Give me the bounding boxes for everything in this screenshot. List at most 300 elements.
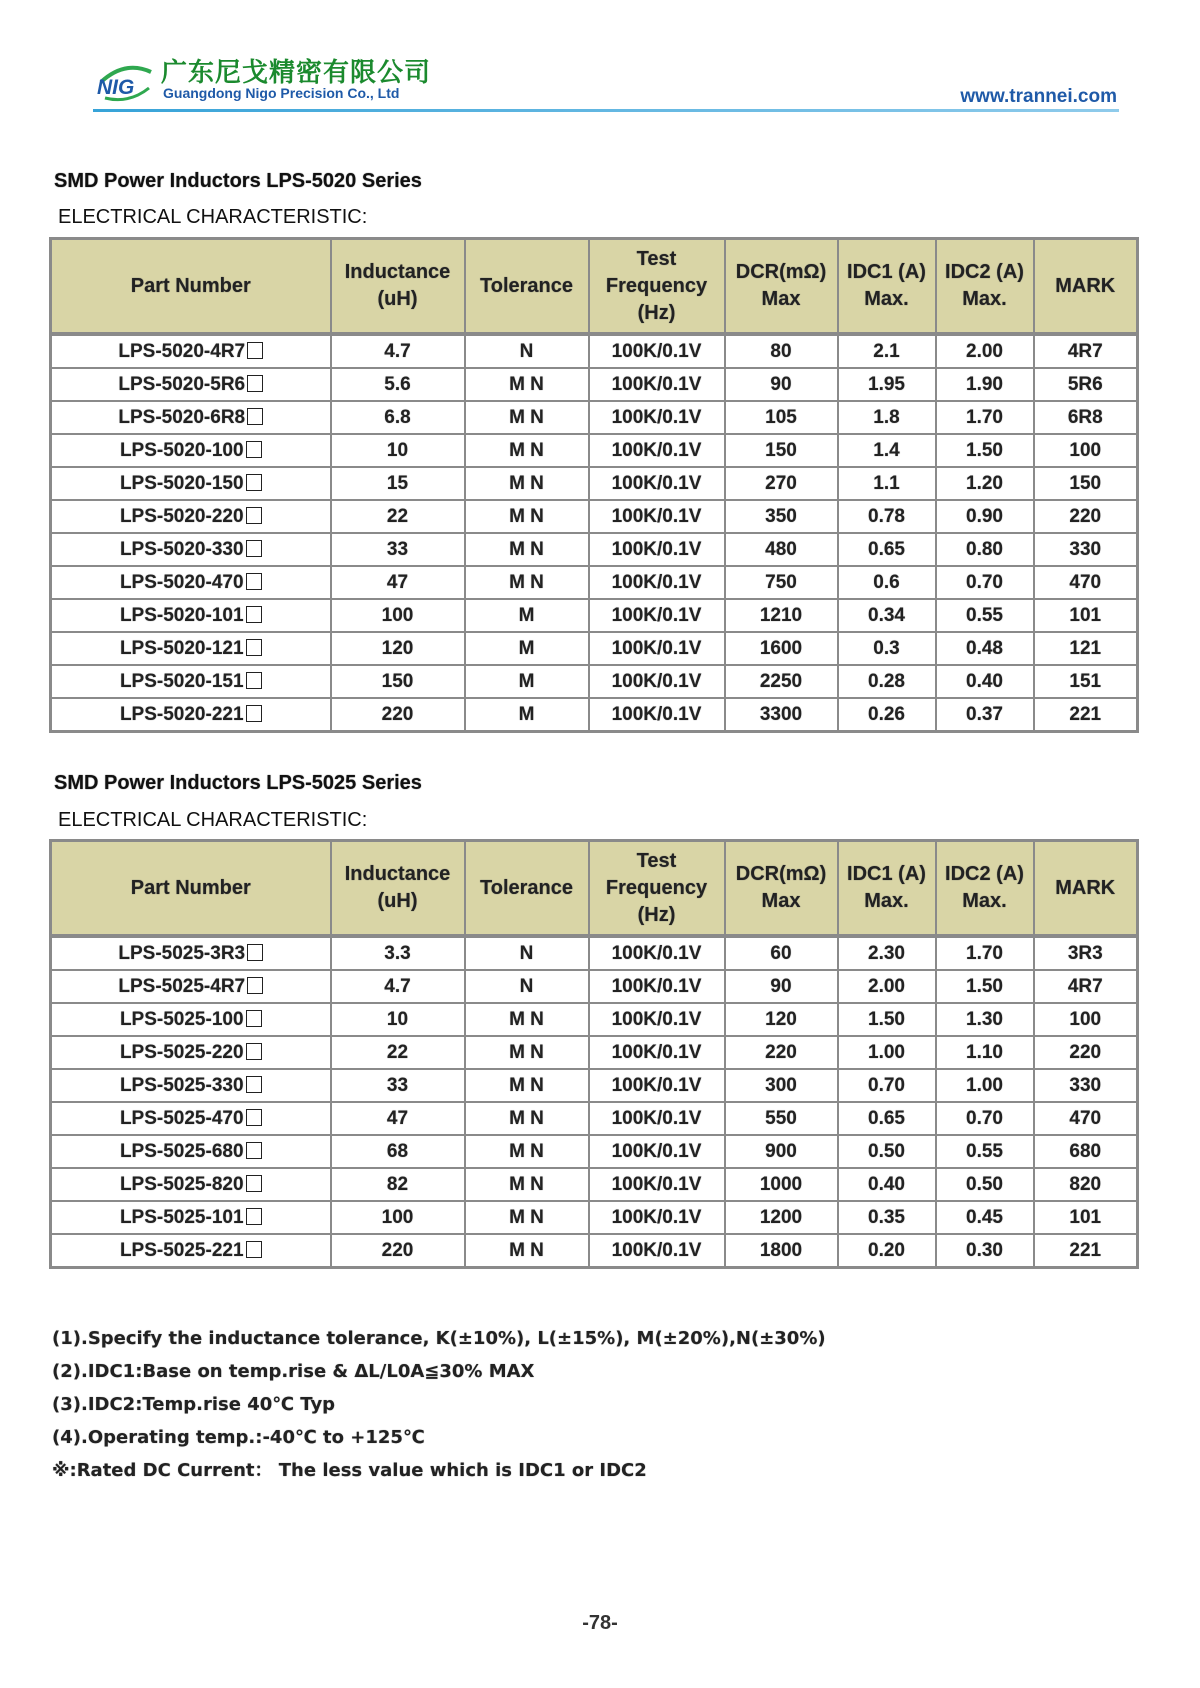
table-cell bbox=[936, 970, 1034, 1003]
table-cell bbox=[465, 665, 589, 698]
tolerance-code-box-icon bbox=[246, 441, 262, 458]
table-cell bbox=[465, 1168, 589, 1201]
column-header-text: IDC2 (A) bbox=[945, 863, 1024, 885]
cell-text: 100K/0.1V bbox=[611, 1206, 702, 1228]
table-cell bbox=[936, 1003, 1034, 1036]
tolerance-code-box-icon bbox=[246, 1175, 262, 1192]
table-cell bbox=[936, 1102, 1034, 1135]
table-row bbox=[51, 1036, 1138, 1069]
table-cell bbox=[331, 599, 465, 632]
cell-text: LPS-5020-101 bbox=[119, 604, 244, 626]
table-cell bbox=[331, 434, 465, 467]
cell-text: 68 bbox=[386, 1140, 409, 1162]
column-header bbox=[1034, 239, 1138, 335]
cell-text: 2250 bbox=[759, 670, 803, 692]
table-cell bbox=[589, 467, 725, 500]
section-title-lps5025: SMD Power Inductors LPS-5025 Series bbox=[54, 772, 422, 794]
cell-text: 100K/0.1V bbox=[611, 373, 702, 395]
cell-text: LPS-5020-220 bbox=[119, 505, 244, 527]
cell-text: 0.80 bbox=[966, 538, 1003, 560]
table-cell bbox=[838, 1069, 936, 1102]
table-cell bbox=[589, 698, 725, 732]
cell-text: 1210 bbox=[759, 604, 803, 626]
cell-text: M N bbox=[509, 1008, 544, 1030]
table-row bbox=[51, 632, 1138, 665]
tolerance-code-box-icon bbox=[246, 474, 262, 491]
table-cell bbox=[936, 566, 1034, 599]
logo-text: NIG bbox=[97, 76, 135, 99]
table-cell bbox=[331, 936, 465, 970]
table-cell bbox=[589, 1201, 725, 1234]
table-cell bbox=[838, 936, 936, 970]
cell-text: 1200 bbox=[759, 1206, 803, 1228]
cell-text: 480 bbox=[765, 538, 797, 560]
table-cell bbox=[936, 533, 1034, 566]
cell-text: LPS-5020-151 bbox=[119, 670, 244, 692]
table-cell bbox=[725, 334, 838, 368]
table-cell bbox=[936, 599, 1034, 632]
tolerance-code-box-icon bbox=[246, 573, 262, 590]
table-cell bbox=[1034, 1036, 1138, 1069]
table-cell bbox=[465, 1036, 589, 1069]
table-cell bbox=[1034, 1168, 1138, 1201]
table-cell bbox=[589, 632, 725, 665]
table-cell bbox=[725, 1234, 838, 1268]
table-cell bbox=[838, 1036, 936, 1069]
cell-text: LPS-5025-330 bbox=[119, 1074, 244, 1096]
table-cell bbox=[936, 1168, 1034, 1201]
cell-text: LPS-5025-4R7 bbox=[118, 975, 246, 997]
cell-text: 0.50 bbox=[868, 1140, 905, 1162]
part-number-cell bbox=[51, 970, 331, 1003]
cell-text: 150 bbox=[381, 670, 414, 692]
tolerance-code-box-icon bbox=[246, 1109, 262, 1126]
cell-text: 220 bbox=[381, 703, 414, 725]
cell-text: 80 bbox=[770, 340, 792, 362]
table-cell bbox=[725, 599, 838, 632]
column-header bbox=[465, 841, 589, 937]
table-cell bbox=[1034, 1069, 1138, 1102]
table-cell bbox=[589, 1069, 725, 1102]
cell-text: 0.30 bbox=[966, 1239, 1003, 1261]
table-cell bbox=[589, 533, 725, 566]
table-row bbox=[51, 970, 1138, 1003]
table-cell bbox=[1034, 665, 1138, 698]
table-cell bbox=[331, 1234, 465, 1268]
table-cell bbox=[936, 1201, 1034, 1234]
table-row bbox=[51, 533, 1138, 566]
table-cell bbox=[331, 566, 465, 599]
cell-text: N bbox=[519, 340, 534, 362]
table-cell bbox=[725, 1036, 838, 1069]
part-number-cell bbox=[51, 1102, 331, 1135]
part-number-cell bbox=[51, 1069, 331, 1102]
cell-text: LPS-5020-4R7 bbox=[118, 340, 246, 362]
company-name-chinese: 广东尼戈精密有限公司 bbox=[161, 58, 432, 88]
part-number-cell bbox=[51, 1036, 331, 1069]
cell-text: M N bbox=[509, 1140, 544, 1162]
table-cell bbox=[936, 401, 1034, 434]
table-cell bbox=[1034, 698, 1138, 732]
table-row bbox=[51, 665, 1138, 698]
table-cell bbox=[465, 1102, 589, 1135]
cell-text: LPS-5020-100 bbox=[119, 439, 244, 461]
cell-text: 0.45 bbox=[966, 1206, 1003, 1228]
table-cell bbox=[465, 533, 589, 566]
table-cell bbox=[838, 1135, 936, 1168]
column-header bbox=[331, 239, 465, 335]
cell-text: 4R7 bbox=[1067, 340, 1103, 362]
cell-text: M N bbox=[509, 1206, 544, 1228]
cell-text: 1600 bbox=[759, 637, 803, 659]
column-header-text: (uH) bbox=[377, 890, 418, 912]
cell-text: 221 bbox=[1069, 703, 1102, 725]
nigo-logo bbox=[95, 58, 157, 106]
part-number-cell bbox=[51, 1135, 331, 1168]
table-cell bbox=[725, 936, 838, 970]
table-cell bbox=[725, 566, 838, 599]
table-cell bbox=[1034, 1201, 1138, 1234]
column-header-text: Max. bbox=[864, 288, 909, 310]
cell-text: LPS-5025-221 bbox=[119, 1239, 244, 1261]
cell-text: 1.90 bbox=[966, 373, 1003, 395]
part-number-cell bbox=[51, 533, 331, 566]
table-cell bbox=[589, 665, 725, 698]
table-row bbox=[51, 500, 1138, 533]
table-cell bbox=[331, 533, 465, 566]
table-cell bbox=[465, 566, 589, 599]
table-row bbox=[51, 467, 1138, 500]
column-header-text: DCR(mΩ) bbox=[735, 863, 827, 885]
cell-text: 101 bbox=[1069, 1206, 1102, 1228]
table-cell bbox=[936, 467, 1034, 500]
cell-text: LPS-5025-220 bbox=[119, 1041, 244, 1063]
cell-text: M N bbox=[509, 1041, 544, 1063]
part-number-cell bbox=[51, 401, 331, 434]
table-row bbox=[51, 599, 1138, 632]
cell-text: 90 bbox=[770, 975, 792, 997]
table-cell bbox=[838, 1003, 936, 1036]
cell-text: M N bbox=[509, 406, 544, 428]
table-cell bbox=[465, 970, 589, 1003]
table-cell bbox=[725, 434, 838, 467]
table-row bbox=[51, 1234, 1138, 1268]
table-cell bbox=[838, 970, 936, 1003]
cell-text: 6R8 bbox=[1067, 406, 1103, 428]
column-header-text: Tolerance bbox=[480, 274, 573, 297]
spec-table-lps5025 bbox=[49, 839, 1139, 1269]
cell-text: 0.65 bbox=[868, 1107, 905, 1129]
column-header bbox=[936, 239, 1034, 335]
cell-text: 1.70 bbox=[966, 942, 1003, 964]
table-cell bbox=[465, 599, 589, 632]
table-cell bbox=[936, 1135, 1034, 1168]
cell-text: 0.40 bbox=[868, 1173, 905, 1195]
table-cell bbox=[838, 1234, 936, 1268]
table-row bbox=[51, 334, 1138, 368]
table-row bbox=[51, 434, 1138, 467]
table-row bbox=[51, 566, 1138, 599]
table-cell bbox=[465, 1234, 589, 1268]
cell-text: N bbox=[519, 942, 534, 964]
cell-text: LPS-5020-150 bbox=[119, 472, 244, 494]
table-cell bbox=[725, 368, 838, 401]
table-cell bbox=[331, 970, 465, 1003]
column-header-text: Max. bbox=[962, 288, 1007, 310]
table-cell bbox=[331, 665, 465, 698]
column-header bbox=[465, 239, 589, 335]
table-cell bbox=[331, 334, 465, 368]
cell-text: 3.3 bbox=[384, 942, 411, 964]
column-header bbox=[331, 841, 465, 937]
cell-text: M N bbox=[509, 505, 544, 527]
table-cell bbox=[465, 368, 589, 401]
cell-text: 0.6 bbox=[873, 571, 900, 593]
cell-text: 270 bbox=[765, 472, 797, 494]
cell-text: 1.4 bbox=[873, 439, 900, 461]
table-cell bbox=[1034, 632, 1138, 665]
table-cell bbox=[936, 1234, 1034, 1268]
tolerance-code-box-icon bbox=[246, 1208, 262, 1225]
table-cell bbox=[589, 500, 725, 533]
cell-text: LPS-5020-121 bbox=[119, 637, 244, 659]
table-cell bbox=[589, 1168, 725, 1201]
column-header-text: MARK bbox=[1055, 876, 1116, 899]
part-number-cell bbox=[51, 368, 331, 401]
table-cell bbox=[331, 368, 465, 401]
cell-text: 0.40 bbox=[966, 670, 1003, 692]
table-cell bbox=[331, 500, 465, 533]
table-cell bbox=[589, 368, 725, 401]
table-cell bbox=[1034, 533, 1138, 566]
cell-text: 0.37 bbox=[966, 703, 1003, 725]
cell-text: 150 bbox=[1069, 472, 1102, 494]
table-cell bbox=[331, 1003, 465, 1036]
cell-text: 820 bbox=[1069, 1173, 1102, 1195]
website-link[interactable]: www.trannei.com bbox=[960, 86, 1117, 107]
cell-text: 151 bbox=[1069, 670, 1102, 692]
tolerance-code-box-icon bbox=[246, 1010, 262, 1027]
cell-text: 550 bbox=[765, 1107, 797, 1129]
table-cell bbox=[725, 1135, 838, 1168]
cell-text: M N bbox=[509, 538, 544, 560]
table-cell bbox=[465, 401, 589, 434]
table-header-row bbox=[51, 239, 1138, 335]
table-cell bbox=[589, 434, 725, 467]
cell-text: 120 bbox=[765, 1008, 797, 1030]
table-cell bbox=[725, 533, 838, 566]
cell-text: 100K/0.1V bbox=[611, 975, 702, 997]
cell-text: LPS-5025-3R3 bbox=[118, 942, 246, 964]
cell-text: 15 bbox=[386, 472, 409, 494]
column-header-text: Frequency bbox=[605, 876, 708, 899]
cell-text: M N bbox=[509, 1173, 544, 1195]
cell-text: 1000 bbox=[759, 1173, 803, 1195]
cell-text: 100 bbox=[381, 1206, 414, 1228]
cell-text: 5R6 bbox=[1067, 373, 1103, 395]
cell-text: 330 bbox=[1069, 1074, 1102, 1096]
cell-text: 0.55 bbox=[966, 1140, 1003, 1162]
column-header-text: Max. bbox=[962, 890, 1007, 912]
table-row bbox=[51, 1003, 1138, 1036]
cell-text: 0.3 bbox=[873, 637, 900, 659]
company-name-english: Guangdong Nigo Precision Co., Ltd bbox=[163, 85, 400, 101]
column-header bbox=[838, 239, 936, 335]
table-cell bbox=[465, 632, 589, 665]
table-cell bbox=[838, 566, 936, 599]
table-cell bbox=[838, 368, 936, 401]
table-cell bbox=[936, 698, 1034, 732]
cell-text: 220 bbox=[765, 1041, 797, 1063]
tolerance-code-box-icon bbox=[246, 672, 262, 689]
note-idc1: (2).IDC1:Base on temp.rise & ΔL/L0A≦30% MAX bbox=[52, 1361, 535, 1382]
column-header-text: (uH) bbox=[377, 288, 418, 310]
cell-text: 3R3 bbox=[1067, 942, 1103, 964]
cell-text: 0.26 bbox=[868, 703, 905, 725]
table-cell bbox=[589, 401, 725, 434]
cell-text: 2.1 bbox=[873, 340, 900, 362]
table-cell bbox=[725, 1201, 838, 1234]
table-cell bbox=[465, 467, 589, 500]
column-header-text: IDC1 (A) bbox=[847, 261, 926, 283]
column-header-text: Test bbox=[636, 247, 677, 270]
column-header-text: Test bbox=[636, 849, 677, 872]
table-cell bbox=[589, 936, 725, 970]
column-header-text: Tolerance bbox=[480, 876, 573, 899]
table-cell bbox=[331, 401, 465, 434]
cell-text: N bbox=[519, 975, 534, 997]
cell-text: 220 bbox=[1069, 505, 1102, 527]
table-cell bbox=[331, 1168, 465, 1201]
cell-text: 105 bbox=[765, 406, 797, 428]
header-divider bbox=[93, 109, 1119, 112]
table-cell bbox=[331, 1036, 465, 1069]
table-row bbox=[51, 401, 1138, 434]
cell-text: 100 bbox=[1069, 439, 1102, 461]
cell-text: 22 bbox=[386, 505, 409, 527]
table-cell bbox=[1034, 434, 1138, 467]
table-row bbox=[51, 1102, 1138, 1135]
tolerance-code-box-icon bbox=[247, 944, 263, 961]
cell-text: 1.50 bbox=[868, 1008, 905, 1030]
table-cell bbox=[1034, 1102, 1138, 1135]
column-header-text: Max bbox=[761, 288, 801, 310]
cell-text: LPS-5025-470 bbox=[119, 1107, 244, 1129]
table-cell bbox=[1034, 401, 1138, 434]
table-cell bbox=[838, 434, 936, 467]
table-cell bbox=[838, 1201, 936, 1234]
part-number-cell bbox=[51, 434, 331, 467]
table-cell bbox=[838, 500, 936, 533]
cell-text: 82 bbox=[386, 1173, 409, 1195]
part-number-cell bbox=[51, 936, 331, 970]
table-cell bbox=[1034, 1003, 1138, 1036]
table-cell bbox=[838, 698, 936, 732]
part-number-cell bbox=[51, 1234, 331, 1268]
table-cell bbox=[589, 599, 725, 632]
table-cell bbox=[589, 1135, 725, 1168]
cell-text: 100K/0.1V bbox=[611, 340, 702, 362]
tolerance-code-box-icon bbox=[246, 1142, 262, 1159]
cell-text: 100K/0.1V bbox=[611, 1239, 702, 1261]
part-number-cell bbox=[51, 1168, 331, 1201]
table-cell bbox=[331, 467, 465, 500]
cell-text: 330 bbox=[1069, 538, 1102, 560]
cell-text: 100K/0.1V bbox=[611, 1173, 702, 1195]
cell-text: 10 bbox=[386, 439, 409, 461]
table-cell bbox=[465, 936, 589, 970]
table-cell bbox=[465, 1069, 589, 1102]
tolerance-code-box-icon bbox=[247, 342, 263, 359]
cell-text: LPS-5025-101 bbox=[119, 1206, 244, 1228]
table-cell bbox=[465, 1135, 589, 1168]
section-subtitle-lps5020: ELECTRICAL CHARACTERISTIC: bbox=[58, 206, 368, 228]
table-cell bbox=[725, 1102, 838, 1135]
table-cell bbox=[331, 698, 465, 732]
cell-text: 1.1 bbox=[873, 472, 900, 494]
cell-text: 6.8 bbox=[384, 406, 411, 428]
table-row bbox=[51, 1135, 1138, 1168]
note-rated-current: ※:Rated DC Current： The less value which is IDC1 or IDC2 bbox=[52, 1460, 647, 1481]
cell-text: LPS-5025-820 bbox=[119, 1173, 244, 1195]
table-cell bbox=[331, 1069, 465, 1102]
table-cell bbox=[936, 434, 1034, 467]
cell-text: 22 bbox=[386, 1041, 409, 1063]
table-cell bbox=[465, 698, 589, 732]
table-cell bbox=[725, 1003, 838, 1036]
cell-text: M N bbox=[509, 1074, 544, 1096]
cell-text: 0.28 bbox=[868, 670, 905, 692]
cell-text: 100K/0.1V bbox=[611, 571, 702, 593]
column-header bbox=[589, 239, 725, 335]
cell-text: M bbox=[518, 604, 535, 626]
cell-text: 100K/0.1V bbox=[611, 1107, 702, 1129]
cell-text: 1.00 bbox=[868, 1041, 905, 1063]
cell-text: M N bbox=[509, 439, 544, 461]
cell-text: 0.70 bbox=[966, 571, 1003, 593]
table-cell bbox=[936, 368, 1034, 401]
cell-text: 100K/0.1V bbox=[611, 439, 702, 461]
section-title-lps5020: SMD Power Inductors LPS-5020 Series bbox=[54, 170, 422, 192]
tolerance-code-box-icon bbox=[246, 540, 262, 557]
table-cell bbox=[838, 1102, 936, 1135]
cell-text: M N bbox=[509, 1239, 544, 1261]
tolerance-code-box-icon bbox=[246, 507, 262, 524]
cell-text: 2.00 bbox=[966, 340, 1003, 362]
column-header bbox=[589, 841, 725, 937]
cell-text: 60 bbox=[770, 942, 792, 964]
table-cell bbox=[331, 632, 465, 665]
cell-text: 220 bbox=[1069, 1041, 1102, 1063]
table-cell bbox=[589, 1003, 725, 1036]
cell-text: 900 bbox=[765, 1140, 797, 1162]
column-header-text: DCR(mΩ) bbox=[735, 261, 827, 283]
cell-text: 0.78 bbox=[868, 505, 905, 527]
cell-text: 100K/0.1V bbox=[611, 1008, 702, 1030]
column-header bbox=[725, 841, 838, 937]
cell-text: 4.7 bbox=[384, 340, 411, 362]
cell-text: 1.8 bbox=[873, 406, 900, 428]
cell-text: 221 bbox=[1069, 1239, 1102, 1261]
table-cell bbox=[1034, 368, 1138, 401]
cell-text: 0.70 bbox=[868, 1074, 905, 1096]
cell-text: 350 bbox=[765, 505, 797, 527]
cell-text: 100K/0.1V bbox=[611, 538, 702, 560]
cell-text: 100K/0.1V bbox=[611, 1041, 702, 1063]
table-cell bbox=[838, 665, 936, 698]
cell-text: 121 bbox=[1069, 637, 1102, 659]
section-subtitle-lps5025: ELECTRICAL CHARACTERISTIC: bbox=[58, 809, 368, 831]
